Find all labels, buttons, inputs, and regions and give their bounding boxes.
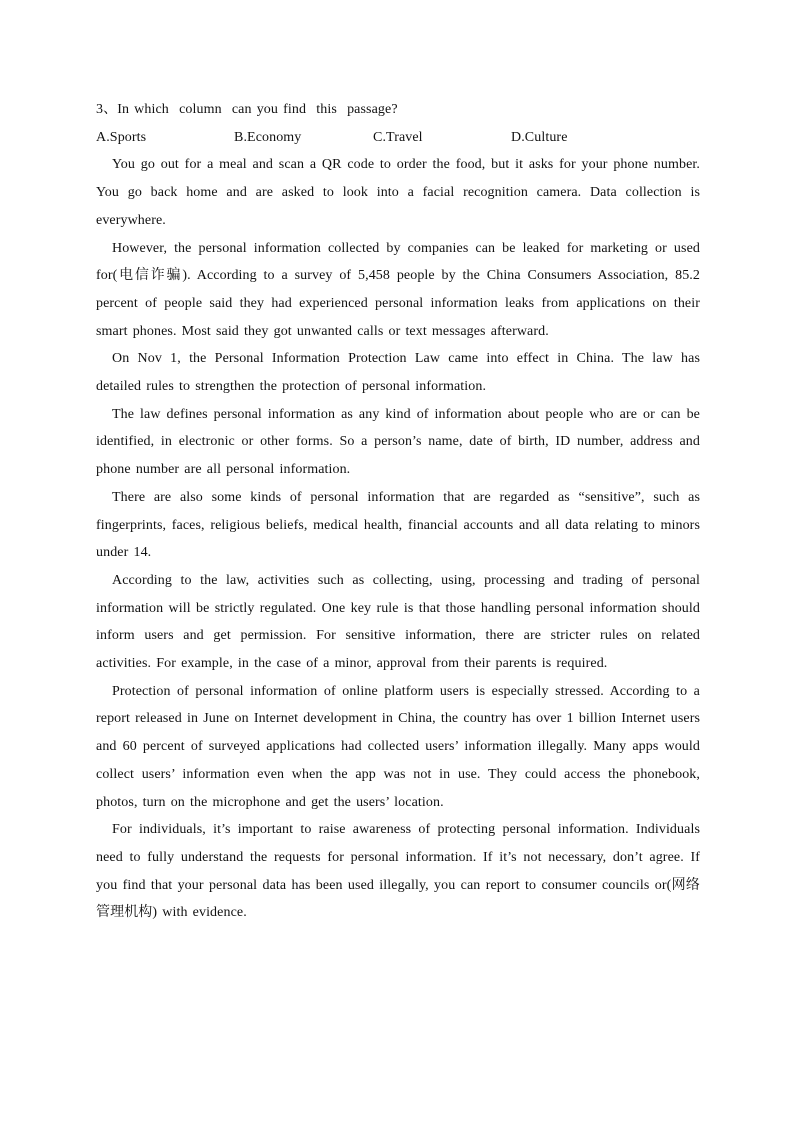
passage	[96, 151, 700, 927]
option-b: B.Economy	[234, 129, 302, 145]
option-d: D.Culture	[511, 129, 568, 145]
passage-paragraph: The law defines personal information as any kind of information about people who are or can be identified, in electronic or other forms. So a person’s name, date of birth, ID number, address and phone number are all personal information.	[96, 406, 700, 478]
passage-paragraph: Protection of personal information of online platform users is especially stressed. According to a report released in June on Internet development in China, the country has over 1 billion Internet users and 60 percent of surveyed applications had collected users’ information illegally. Many apps would collect users’ information even when the app was not in use. They could access the phonebook, photos, turn on the microphone and get the users’ location.	[96, 683, 700, 810]
option-a: A.Sports	[96, 129, 147, 145]
document-page	[96, 96, 700, 927]
passage-paragraph: According to the law, activities such as collecting, using, processing and trading of personal information will be strictly regulated. One key rule is that those handling personal information should inform users and get permission. For sensitive information, there are stricter rules on related activities. For example, in the case of a minor, approval from their parents is required.	[96, 572, 700, 672]
answer-options	[96, 124, 700, 152]
passage-paragraph: However, the personal information collected by companies can be leaked for marketing or used for(电信诈骗). According to a survey of 5,458 people by the China Consumers Association, 85.2 percent of people said they had experienced personal information leaks from applications on their smart phones. Most said they got unwanted calls or text messages afterward.	[96, 240, 700, 339]
passage-paragraph: For individuals, it’s important to raise awareness of protecting personal information. Individuals need to fully understand the requests for personal information. If it’s not necessary, don’t agree. If you find that your personal data has been used illegally, you can report to consumer councils or(网络管理机构) with evidence.	[96, 822, 700, 921]
question-text: 3、In which column can you find this passage?	[96, 102, 398, 117]
passage-paragraph: You go out for a meal and scan a QR code to order the food, but it asks for your phone number. You go back home and are asked to look into a facial recognition camera. Data collection is everywhere.	[96, 157, 700, 228]
option-c: C.Travel	[373, 129, 423, 145]
passage-paragraph: On Nov 1, the Personal Information Protection Law came into effect in China. The law has detailed rules to strengthen the protection of personal information.	[96, 351, 700, 395]
passage-paragraph: There are also some kinds of personal information that are regarded as “sensitive”, such as fingerprints, faces, religious beliefs, medical health, financial accounts and all data relating to minors under 14.	[96, 489, 700, 561]
